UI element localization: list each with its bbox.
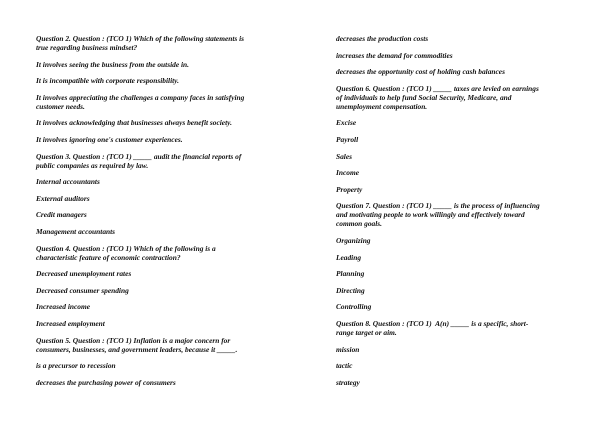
answer-option: is a precursor to recession — [36, 361, 116, 371]
answer-option: Directing — [336, 285, 365, 295]
answer-option: Controlling — [336, 302, 372, 312]
answer-option: Decreased unemployment rates — [36, 269, 132, 279]
answer-option: strategy — [336, 377, 360, 387]
answer-option: decreases the opportunity cost of holding cash balances — [336, 67, 505, 77]
question-text: Question 7. Question : (TCO 1) _____ is the process of influencing and motivating people to work willingly and effectively toward common goals. — [336, 201, 540, 229]
question-text: Question 3. Question : (TCO 1) _____ audit the financial reports of public companies as required by law. — [36, 151, 242, 170]
answer-option: Increased employment — [36, 318, 105, 328]
answer-option: Management accountants — [36, 226, 116, 236]
question-text: Question 6. Question : (TCO 1) _____ taxes are levied on earnings of individuals to help fund Social Security, Medicare, and unemployment compensation. — [336, 83, 539, 111]
answer-option: decreases the purchasing power of consumers — [36, 377, 176, 387]
answer-option: External auditors — [36, 193, 90, 203]
answer-option: It involves acknowledging that businesses always benefit society. — [36, 118, 232, 128]
answer-option: mission — [336, 344, 360, 354]
question-text: Question 5. Question : (TCO 1) Inflation is a major concern for consumers, businesses, and government leaders, because it _____. — [36, 335, 238, 354]
right-column — [336, 34, 572, 394]
answer-option: Increased income — [36, 302, 90, 312]
answer-option: decreases the production costs — [336, 34, 429, 43]
question-text: Question 2. Question : (TCO 1) Which of the following statements is true regarding business mindset? — [36, 34, 245, 52]
answer-option: Income — [336, 168, 359, 178]
answer-option: Payroll — [336, 134, 359, 144]
answer-option: tactic — [336, 361, 353, 371]
question-text: Question 8. Question : (TCO 1) A(n) _____ is a specific, short- range target or aim. — [336, 318, 529, 337]
answer-option: It involves appreciating the challenges a company faces in satisfying customer needs. — [36, 92, 245, 111]
answer-option: Internal accountants — [36, 177, 100, 187]
answer-option: Excise — [336, 118, 357, 128]
answer-option: Planning — [336, 269, 365, 279]
left-column — [36, 34, 276, 394]
question-text: Question 4. Question : (TCO 1) Which of the following is a characteristic feature of economic contraction? — [36, 243, 216, 262]
answer-option: increases the demand for commodities — [336, 50, 453, 60]
answer-option: Credit managers — [36, 210, 87, 220]
answer-option: Property — [336, 184, 363, 194]
answer-option: It involves ignoring one's customer experiences. — [36, 134, 183, 144]
answer-option: Sales — [336, 151, 353, 161]
answer-option: It involves seeing the business from the outside in. — [36, 59, 189, 69]
answer-option: Organizing — [336, 235, 371, 245]
answer-option: Decreased consumer spending — [36, 285, 129, 295]
answer-option: Leading — [336, 252, 362, 262]
answer-option: It is incompatible with corporate responsibility. — [36, 76, 180, 86]
